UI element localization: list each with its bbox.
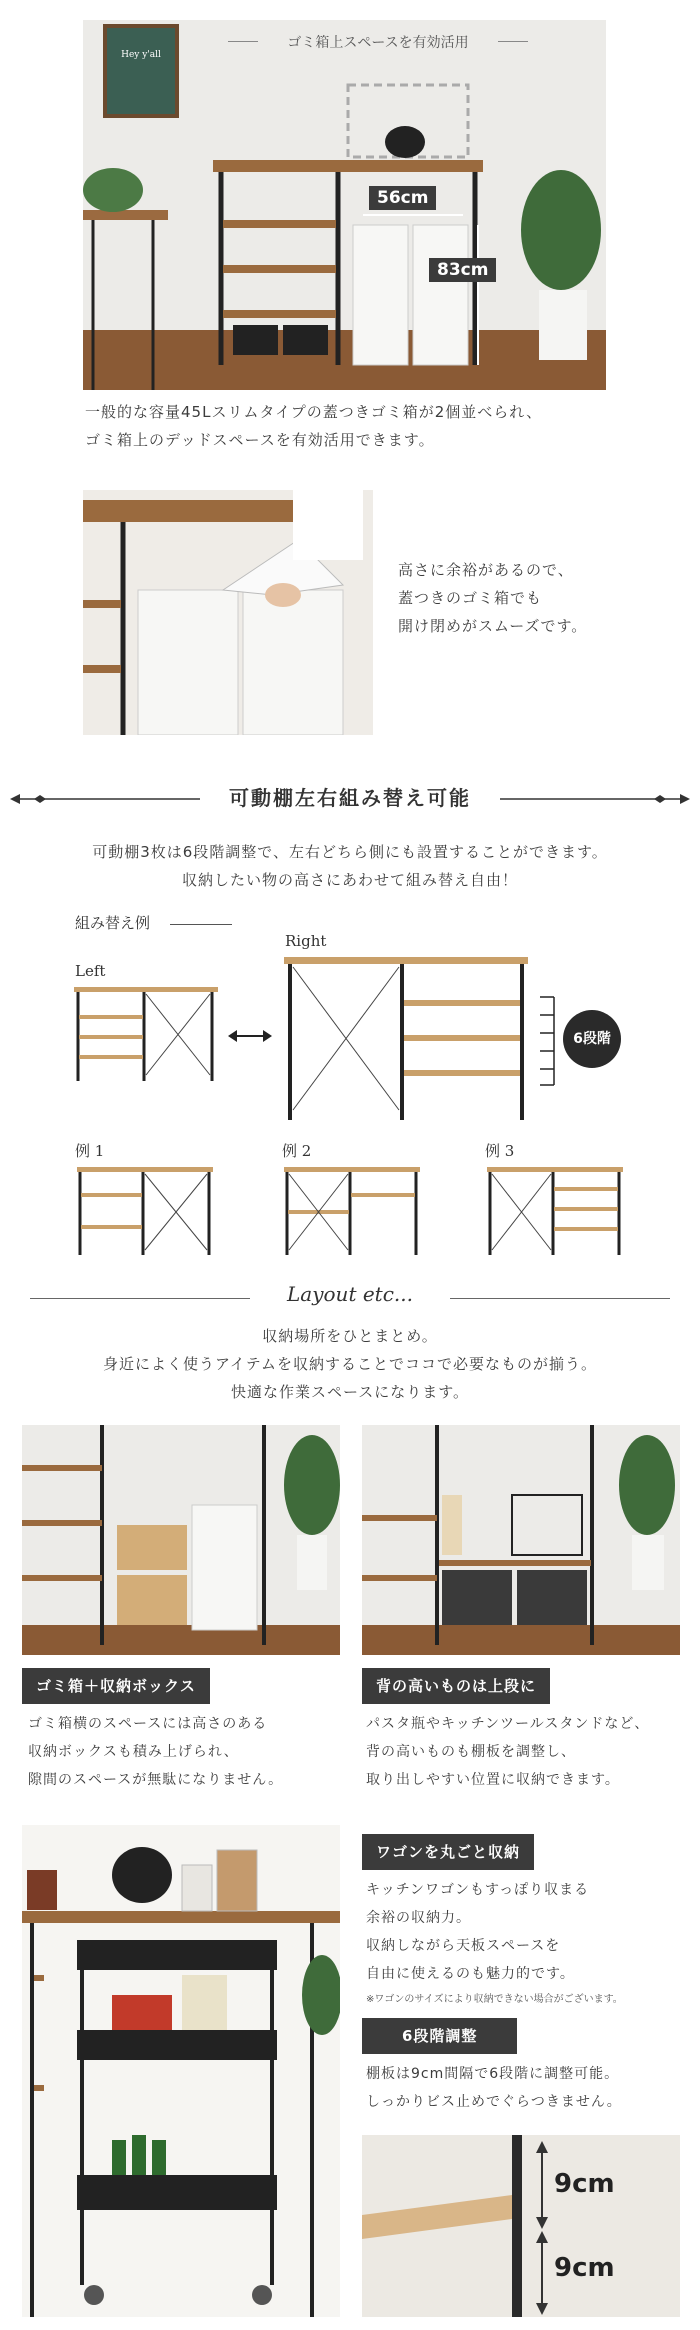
feature-2-scene: [362, 1425, 680, 1655]
feature-1-title: ゴミ箱＋収納ボックス: [22, 1668, 210, 1704]
feature-3-title: ワゴンを丸ごと収納: [362, 1834, 534, 1870]
lid-photo: [83, 490, 373, 735]
feature-3-text-4: 自由に使えるのも魅力的です。: [366, 1966, 575, 1982]
example-3-diagram: [485, 1165, 625, 1255]
ornament-left-icon: [10, 793, 200, 805]
callout-line-left: [228, 41, 258, 42]
ornament-right-icon: [500, 793, 690, 805]
example-1-label: 例 1: [75, 1142, 105, 1160]
example-2-diagram: [282, 1165, 422, 1255]
feature-2-text-1: パスタ瓶やキッチンツールスタンドなど、: [366, 1716, 650, 1732]
feature-2-text-3: 取り出しやすい位置に収納できます。: [366, 1772, 620, 1788]
hero-scene: [83, 20, 606, 390]
callout-line-right: [498, 41, 528, 42]
feature-1-scene: [22, 1425, 340, 1655]
ornament-left: [10, 790, 200, 802]
feature-3-text-3: 収納しながら天板スペースを: [366, 1938, 561, 1954]
lid-scene: [83, 490, 373, 735]
feature-4-title: 6段階調整: [362, 2018, 517, 2054]
section-title: 可動棚左右組み替え可能: [229, 786, 471, 810]
feature-3-text-1: キッチンワゴンもすっぽり収まる: [366, 1882, 590, 1898]
six-step-badge: 6段階: [563, 1010, 621, 1068]
feature-1-photo: [22, 1425, 340, 1655]
hero-photo: [83, 20, 606, 390]
feature-3-text-2: 余裕の収納力。: [366, 1910, 471, 1926]
dimension-9cm-upper: 9cm: [554, 2169, 615, 2199]
feature-4-text-1: 棚板は9cm間隔で6段階に調整可能。: [366, 2066, 620, 2082]
feature-2-text-2: 背の高いものも棚板を調整し、: [366, 1744, 576, 1760]
sign-text: Hey y'all: [121, 50, 161, 60]
wagon-photo: [22, 1825, 340, 2317]
dimension-9cm-lower: 9cm: [554, 2253, 615, 2283]
feature-3-note: ※ワゴンのサイズにより収納できない場合がございます。: [366, 1994, 623, 2005]
example-2-label: 例 2: [282, 1142, 312, 1160]
feature-1-text-2: 収納ボックスも積み上げられ、: [28, 1744, 239, 1760]
layout-desc-2: 身近によく使うアイテムを収納することでココで必要なものが揃う。: [103, 1355, 597, 1373]
swap-arrow-icon: [228, 1030, 272, 1042]
example-1-diagram: [75, 1165, 215, 1255]
lid-line-1: 高さに余裕があるので、: [398, 561, 574, 579]
shelf-closeup-photo: [362, 2135, 680, 2317]
height-dimension: 83cm: [429, 258, 496, 282]
shelf-closeup-scene: [362, 2135, 680, 2317]
right-rack-diagram: [282, 955, 530, 1120]
examples-heading: 組み替え例: [75, 914, 151, 932]
intro-line-2: ゴミ箱上のデッドスペースを有効活用できます。: [85, 431, 435, 449]
feature-1-text-3: 隙間のスペースが無駄になりません。: [28, 1772, 284, 1788]
right-label: Right: [285, 932, 327, 950]
intro-line-1: 一般的な容量45Lスリムタイプの蓋つきゴミ箱が2個並べられ、: [85, 403, 543, 421]
lid-line-3: 開け閉めがスムーズです。: [398, 617, 588, 635]
left-rack-diagram: [72, 985, 220, 1081]
wagon-scene: [22, 1825, 340, 2317]
layout-desc-3: 快適な作業スペースになります。: [230, 1383, 470, 1401]
feature-1-text-1: ゴミ箱横のスペースには高さのある: [28, 1716, 268, 1732]
left-label: Left: [75, 962, 106, 980]
layout-desc-1: 収納場所をひとまとめ。: [262, 1327, 438, 1345]
ornament-right: [500, 790, 690, 802]
section-desc-2: 収納したい物の高さにあわせて組み替え自由！: [181, 871, 518, 889]
example-3-label: 例 3: [485, 1142, 515, 1160]
feature-2-title: 背の高いものは上段に: [362, 1668, 550, 1704]
six-step-scale: [538, 995, 556, 1087]
layout-line-left: [30, 1298, 250, 1299]
space-callout: ゴミ箱上スペースを有効活用: [263, 32, 493, 52]
width-dimension: 56cm: [369, 186, 436, 210]
layout-title: Layout etc...: [287, 1282, 413, 1306]
section-desc-1: 可動棚3枚は6段階調整で、左右どちら側にも設置することができます。: [92, 843, 608, 861]
lid-line-2: 蓋つきのゴミ箱でも: [398, 589, 543, 607]
feature-4-text-2: しっかりビス止めでぐらつきません。: [366, 2094, 622, 2110]
layout-line-right: [450, 1298, 670, 1299]
examples-heading-line: [170, 924, 232, 925]
feature-2-photo: [362, 1425, 680, 1655]
